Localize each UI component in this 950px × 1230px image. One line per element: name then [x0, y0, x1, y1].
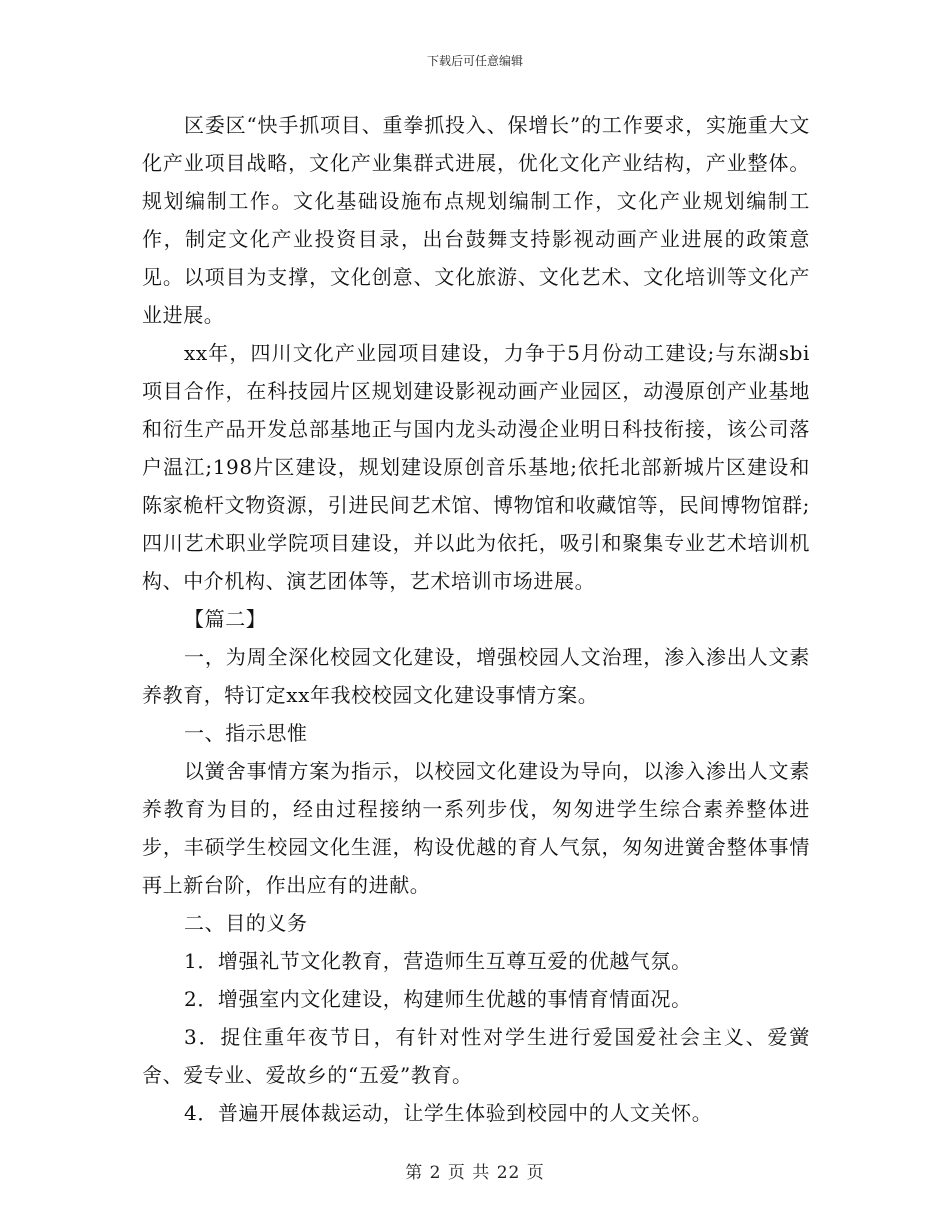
document-body — [142, 106, 810, 1132]
list-item-4: 4．普遍开展体裁运动，让学生体验到校园中的人文关怀。 — [184, 1101, 713, 1125]
page-footer: 第 2 页 共 22 页 — [405, 1163, 545, 1183]
paragraph-intro: 一，为周全深化校园文化建设，增强校园人文治理，渗入渗出人文素养教育，特订定xx年我校校园文化建设事情方案。 — [142, 645, 810, 707]
heading-goals-tasks: 二、目的义务 — [184, 911, 308, 935]
paragraph-projects: xx年，四川文化产业园项目建设，力争于5月份动工建设;与东湖sbi项目合作，在科技园片区规划建设影视动画产业园区，动漫原创产业基地和衍生产品开发总部基地正与国内龙头动漫企业明日科技衔接，该公司落户温江;198片区建设，规划建设原创音乐基地;依托北部新城片区建设和陈家桅杆文物资源，引进民间艺术馆、博物馆和收藏馆等，民间博物馆群;四川艺术职业学院项目建设，并以此为依托，吸引和聚集专业艺术培训机构、中介机构、演艺团体等，艺术培训市场进展。 — [142, 341, 810, 593]
section-heading-part-two: 【篇二】 — [184, 607, 267, 631]
page-header: 下载后可任意编辑 — [426, 54, 523, 68]
list-item-1: 1．增强礼节文化教育，营造师生互尊互爱的优越气氛。 — [184, 949, 692, 973]
paragraph-guiding-ideology: 以黉舍事情方案为指示，以校园文化建设为导向，以渗入渗出人文素养教育为目的，经由过程接纳一系列步伐，匆匆进学生综合素养整体进步，丰硕学生校园文化生涯，构设优越的育人气氛，匆匆进黉舍整体事情再上新台阶，作出应有的进献。 — [142, 759, 810, 897]
list-item-2: 2．增强室内文化建设，构建师生优越的事情育情面况。 — [184, 987, 692, 1011]
heading-guiding-ideology: 一、指示思惟 — [184, 721, 308, 745]
list-item-3: 3．捉住重年夜节日，有针对性对学生进行爱国爱社会主义、爱黉舍、爱专业、爱故乡的“五爱”教育。 — [142, 1025, 810, 1087]
paragraph-culture-industry: 区委区“快手抓项目、重拳抓投入、保增长”的工作要求，实施重大文化产业项目战略，文化产业集群式进展，优化文化产业结构，产业整体。规划编制工作。文化基础设施布点规划编制工作，文化产业规划编制工作，制定文化产业投资目录，出台鼓舞支持影视动画产业进展的政策意见。以项目为支撑，文化创意、文化旅游、文化艺术、文化培训等文化产业进展。 — [142, 113, 810, 327]
